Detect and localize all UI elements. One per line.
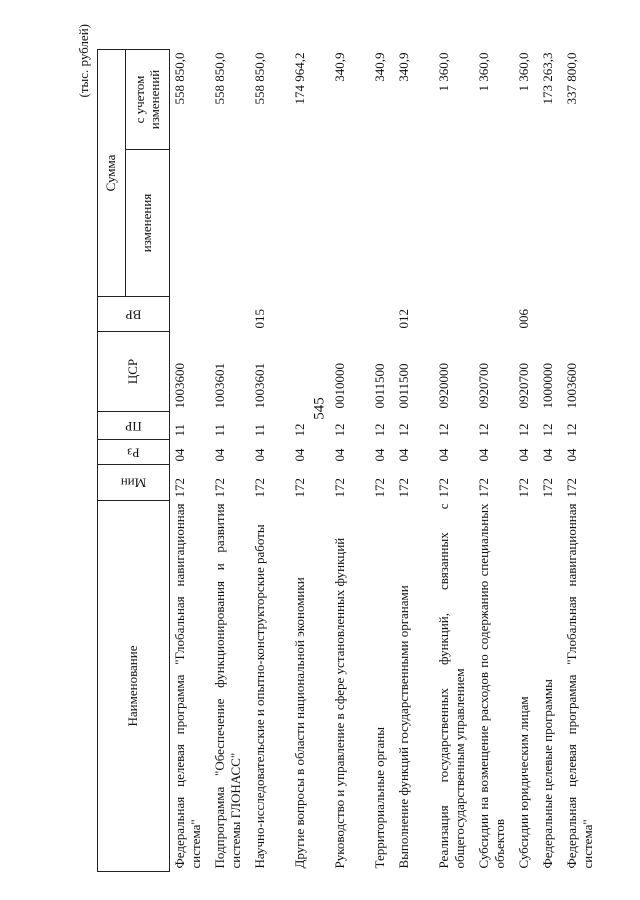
row-min: 172 xyxy=(252,478,267,498)
table-row xyxy=(394,50,434,872)
row-csr: 0920700 xyxy=(476,363,491,409)
header-min xyxy=(98,465,170,501)
row-total: 1 360,0 xyxy=(516,52,531,92)
row-total: 340,9 xyxy=(332,52,347,82)
row-rz: 04 xyxy=(172,448,187,462)
header-pr-label: ПР xyxy=(125,418,142,434)
row-changes xyxy=(474,150,514,297)
row-pr: 12 xyxy=(564,423,579,437)
row-csr: 0011500 xyxy=(396,363,411,409)
units-note: (тыс. рублей) xyxy=(76,24,91,98)
row-changes xyxy=(562,150,602,297)
row-name: Другие вопросы в области национальной экономики xyxy=(292,577,307,869)
row-name: Научно-исследовательские и опытно-конструкторские работы xyxy=(252,524,267,869)
table-row xyxy=(210,50,250,872)
row-total: 340,9 xyxy=(372,52,387,82)
row-changes xyxy=(514,150,538,297)
table-row xyxy=(474,50,514,872)
table-row xyxy=(250,50,290,872)
budget-table xyxy=(97,49,602,872)
row-pr: 11 xyxy=(172,423,187,437)
row-csr: 0920000 xyxy=(436,363,451,409)
row-csr xyxy=(290,332,330,412)
row-csr: 1003601 xyxy=(252,363,267,409)
row-name: Подпрограмма "Обеспечение функционирования и развития системы ГЛОНАСС" xyxy=(212,503,243,869)
row-pr: 12 xyxy=(436,423,451,437)
row-rz: 04 xyxy=(292,448,307,462)
row-name: Федеральная целевая программа "Глобальная навигационная система" xyxy=(172,503,203,869)
table-row xyxy=(370,50,394,872)
row-total: 1 360,0 xyxy=(436,52,451,92)
row-vr: 012 xyxy=(396,309,411,329)
row-csr: 1000000 xyxy=(540,363,555,409)
header-rz-label: Рз xyxy=(127,445,140,461)
row-rz: 04 xyxy=(564,448,579,462)
row-changes xyxy=(170,150,211,297)
row-vr: 006 xyxy=(516,309,531,329)
row-csr: 0010000 xyxy=(332,363,347,409)
row-pr: 12 xyxy=(292,423,307,437)
row-csr: 1003600 xyxy=(172,363,187,409)
row-changes xyxy=(538,150,562,297)
row-rz: 04 xyxy=(252,448,267,462)
row-total: 558 850,0 xyxy=(212,52,227,105)
row-rz: 04 xyxy=(372,448,387,462)
row-min: 172 xyxy=(396,478,411,498)
table-row xyxy=(562,50,602,872)
row-min: 172 xyxy=(476,478,491,498)
row-name: Выполнение функций государственными органами xyxy=(396,585,411,869)
row-vr xyxy=(330,297,370,332)
row-changes xyxy=(330,150,370,297)
row-name: Субсидии на возмещение расходов по содержанию специальных объектов xyxy=(476,503,507,869)
row-changes xyxy=(250,150,290,297)
row-min: 172 xyxy=(212,478,227,498)
row-pr: 12 xyxy=(332,423,347,437)
row-pr: 12 xyxy=(372,423,387,437)
row-csr: 0920700 xyxy=(516,363,531,409)
table-row xyxy=(330,50,370,872)
row-total: 1 360,0 xyxy=(476,52,491,92)
table-row xyxy=(290,50,330,872)
header-min-label: Мин xyxy=(120,475,147,491)
row-changes xyxy=(394,150,434,297)
row-name: Федеральные целевые программы xyxy=(540,679,555,869)
row-changes xyxy=(210,150,250,297)
row-name: Руководство и управление в сфере установленных функций xyxy=(332,537,347,869)
row-min: 172 xyxy=(516,478,531,498)
row-vr xyxy=(170,297,211,332)
header-csr: ЦСР xyxy=(98,332,170,412)
row-vr xyxy=(562,297,602,332)
table-row xyxy=(170,50,211,872)
row-changes xyxy=(290,150,330,297)
row-rz: 04 xyxy=(396,448,411,462)
row-rz: 04 xyxy=(540,448,555,462)
row-total: 558 850,0 xyxy=(252,52,267,105)
row-pr: 12 xyxy=(540,423,555,437)
row-pr: 11 xyxy=(252,423,267,437)
table-row xyxy=(538,50,562,872)
header-rz xyxy=(98,440,170,465)
row-vr: 015 xyxy=(252,309,267,329)
row-vr xyxy=(370,297,394,332)
table-row xyxy=(434,50,474,872)
row-rz: 04 xyxy=(436,448,451,462)
table-body xyxy=(170,50,603,872)
header-vr xyxy=(98,297,170,332)
row-total: 174 964,2 xyxy=(292,52,307,105)
row-min: 172 xyxy=(540,478,555,498)
row-changes xyxy=(370,150,394,297)
row-vr xyxy=(434,297,474,332)
row-total: 337 800,0 xyxy=(564,52,579,105)
table-row xyxy=(514,50,538,872)
row-csr: 0011500 xyxy=(372,363,387,409)
header-name: Наименование xyxy=(98,501,170,872)
row-min: 172 xyxy=(332,478,347,498)
row-vr xyxy=(538,297,562,332)
row-min: 172 xyxy=(564,478,579,498)
row-name: Территориальные органы xyxy=(372,727,387,869)
row-pr: 12 xyxy=(516,423,531,437)
row-total: 558 850,0 xyxy=(172,52,187,105)
row-rz: 04 xyxy=(332,448,347,462)
row-name: Федеральная целевая программа "Глобальная навигационная система" xyxy=(564,503,595,869)
row-min: 172 xyxy=(172,478,187,498)
row-pr: 12 xyxy=(476,423,491,437)
row-rz: 04 xyxy=(476,448,491,462)
row-rz: 04 xyxy=(212,448,227,462)
row-pr: 12 xyxy=(396,423,411,437)
header-vr-label: ВР xyxy=(125,307,142,323)
row-min: 172 xyxy=(292,478,307,498)
row-rz: 04 xyxy=(516,448,531,462)
row-name: Субсидии юридическим лицам xyxy=(516,696,531,869)
row-vr xyxy=(474,297,514,332)
row-min: 172 xyxy=(436,478,451,498)
row-csr: 1003600 xyxy=(564,363,579,409)
row-changes xyxy=(434,150,474,297)
header-changes: изменения xyxy=(126,150,170,297)
row-min: 172 xyxy=(372,478,387,498)
row-vr xyxy=(210,297,250,332)
row-name: Реализация государственных функций, связанных с общегосударственным управлением xyxy=(436,503,467,869)
row-total: 173 263,3 xyxy=(540,52,555,105)
page-number: 545 xyxy=(311,397,328,420)
row-total: 340,9 xyxy=(396,52,411,82)
row-csr: 1003601 xyxy=(212,363,227,409)
header-with-changes: с учетом изменений xyxy=(126,50,170,150)
header-pr xyxy=(98,412,170,440)
row-vr xyxy=(290,297,330,332)
header-sum: Сумма xyxy=(98,50,126,297)
row-pr: 11 xyxy=(212,423,227,437)
